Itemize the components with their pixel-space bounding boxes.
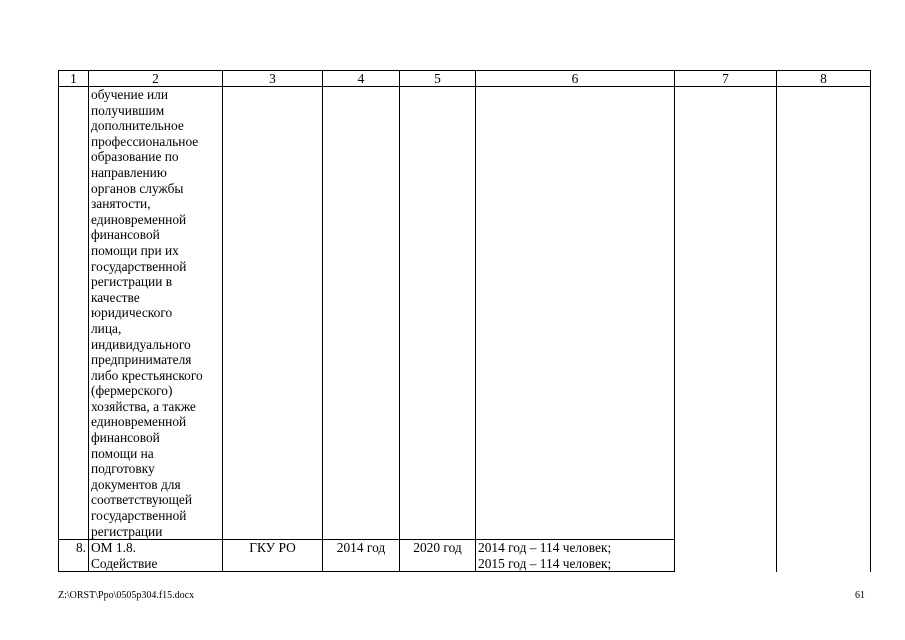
continuation-text-line: единовременной [91,414,187,430]
continuation-text-line: единовременной [91,211,187,227]
header-col-4: 4 [323,71,400,87]
continuation-start-cell [323,87,400,540]
continuation-text-line: либо крестьянского [91,367,203,383]
header-col-3: 3 [223,71,323,87]
footer-file-path: Z:\ORST\Ppo\0505p304.f15.docx [58,590,195,601]
continuation-text-line: обучение или [91,87,169,102]
continuation-text-line: хозяйства, а также [91,398,196,414]
executor-cell: ГКУ РО [223,540,323,572]
continuation-text-line: (фермерского) [91,383,173,399]
continuation-measure-cell [89,87,223,540]
continuation-col8-cell [777,87,871,572]
continuation-text-line: направлению [91,164,167,180]
result-line-2014: 2014 год – 114 человек; [478,540,612,556]
header-col-2: 2 [89,71,223,87]
continuation-text-line: юридического [91,305,173,321]
continuation-result-cell [476,87,675,540]
start-year-cell: 2014 год [323,540,400,572]
continuation-text-line: помощи при их [91,242,179,258]
result-line-2015: 2015 год – 114 человек; [478,555,612,571]
continuation-text-line: занятости, [91,196,151,212]
continuation-text-line: дополнительное [91,118,184,134]
header-col-1: 1 [59,71,89,87]
continuation-text-line: документов для [91,476,181,492]
end-year-cell: 2020 год [400,540,476,572]
header-col-6: 6 [476,71,675,87]
continuation-text-line: регистрации в [91,274,173,290]
header-col-7: 7 [675,71,777,87]
continuation-text-line: государственной [91,258,187,274]
continuation-text-line: органов службы [91,180,184,196]
measure-cell [89,540,223,572]
program-table [58,70,871,572]
result-cell [476,540,675,572]
measure-title: Содействие [91,555,158,571]
continuation-text-line: финансовой [91,227,160,243]
continuation-text-line: соответствующей [91,492,192,508]
row-number: 8. [59,540,89,572]
continuation-text-line: помощи на [91,445,154,461]
continuation-executor-cell [223,87,323,540]
header-col-8: 8 [777,71,871,87]
continuation-row [59,87,871,540]
header-row [59,71,871,87]
continuation-text-line: подготовку [91,461,155,477]
continuation-text-line: индивидуального [91,336,191,352]
continuation-text-line: образование по [91,149,179,165]
continuation-text-line: финансовой [91,430,160,446]
measure-code: ОМ 1.8. [91,540,137,556]
continuation-text-line: качестве [91,289,140,305]
footer-page-number: 61 [855,590,865,601]
continuation-end-cell [400,87,476,540]
continuation-text-line: предпринимателя [91,352,192,368]
continuation-text-line: профессиональное [91,133,199,149]
header-col-5: 5 [400,71,476,87]
continuation-number-cell [59,87,89,540]
continuation-text-line: государственной [91,508,187,524]
continuation-col7-cell [675,87,777,572]
continuation-text-line: получившим [91,102,165,118]
continuation-text-line: лица, [91,320,122,336]
continuation-text-line: регистрации [91,523,163,539]
